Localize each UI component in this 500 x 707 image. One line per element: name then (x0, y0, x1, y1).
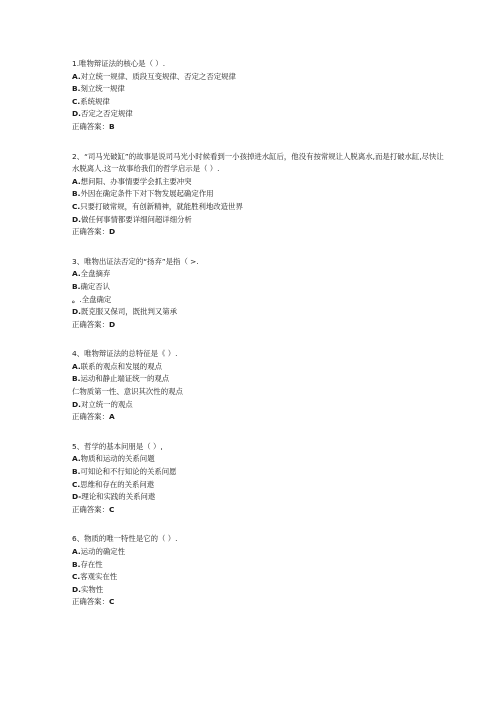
option-letter: A. (72, 454, 81, 464)
answer-value: C (108, 504, 115, 514)
option-text: 理论和实践的关系问遨 (81, 492, 156, 502)
option-d (72, 399, 444, 412)
answer-label: 正确答案： (72, 504, 109, 514)
option-b (72, 559, 444, 572)
option-text: 运动和静止端证统一的观点 (80, 374, 170, 384)
option-d (72, 491, 444, 504)
option-a (72, 176, 444, 189)
option-letter: D. (72, 214, 81, 224)
option-letter: B. (72, 281, 81, 291)
option-b (72, 281, 444, 294)
question-4 (72, 348, 444, 424)
option-letter: C. (72, 96, 81, 106)
option-text: 对立统一的观点 (80, 399, 133, 409)
answer-label: 正确答案： (72, 319, 109, 329)
answer-line (72, 121, 444, 134)
option-b (72, 83, 444, 96)
question-5 (72, 441, 444, 517)
option-letter: D. (72, 109, 81, 119)
option-text: 外因在确定条件下对下物发展起确定作用 (80, 189, 214, 199)
option-c (72, 386, 444, 399)
answer-line (72, 504, 444, 517)
question-stem: 3、唯物出证法否定的“扬弃”是指（ >. (72, 256, 199, 266)
option-text: 只要打破常规，有创新精神，就能胜利地改造世界 (80, 201, 243, 211)
option-letter: B. (72, 374, 81, 384)
option-text: 联系的观点和发展的观点 (80, 361, 162, 371)
option-text: 刻立统一规律 (80, 84, 125, 94)
option-text: 系统规律 (80, 96, 110, 106)
option-c (72, 479, 444, 492)
option-d (72, 214, 444, 227)
option-d (72, 584, 444, 597)
option-letter: C. (72, 479, 81, 489)
answer-value: A (108, 412, 115, 422)
question-3 (72, 256, 444, 332)
option-letter: B. (72, 559, 81, 569)
option-text: 想问阳、办事情要学会抓主要冲突 (80, 176, 192, 186)
option-text: 运动的确定性 (80, 547, 126, 556)
option-b (72, 188, 444, 201)
option-text: 物质和运动的关系问题 (80, 454, 155, 464)
option-letter: D. (72, 584, 81, 594)
option-a (72, 268, 444, 281)
question-6 (72, 533, 444, 609)
option-a (72, 546, 444, 559)
option-letter: B. (72, 467, 81, 477)
option-c (72, 96, 444, 109)
option-d (72, 108, 444, 121)
option-text: 仁物质第一性、意识其次性的观点 (72, 387, 183, 397)
question-2 (72, 151, 444, 239)
option-letter: A. (72, 71, 81, 81)
option-letter: C. (72, 572, 81, 582)
question-stem: 6、物质的唯一特性是它的（ ）. (72, 534, 178, 544)
question-stem: 2、“司马光破缸”的故事是说司马光小时候看到一小孩掉进水缸后，他没有按常规让人脱离水,而是打破水缸,尽快让水脱离人.这一故事给我们的哲学启示是（ ）. (72, 151, 444, 174)
answer-line (72, 596, 444, 609)
option-text: 确定否认 (80, 281, 111, 291)
option-text: 实物性 (80, 584, 104, 594)
option-letter: C. (72, 201, 81, 211)
option-text: 存在性 (80, 559, 103, 569)
answer-value: D (108, 319, 116, 329)
option-letter: A. (72, 269, 81, 279)
option-text: .全盘确定 (79, 294, 112, 304)
option-text: 对立统一规律、质段互变规律、否定之否定规律 (80, 71, 236, 81)
question-stem: 4、唯物辩证法的总特征是《 ）. (72, 349, 178, 359)
option-letter: B. (72, 84, 81, 94)
option-d (72, 306, 444, 319)
option-text: 否定之否定规律 (80, 109, 133, 119)
option-a (72, 71, 444, 84)
answer-label: 正确答案： (72, 597, 109, 607)
option-b (72, 373, 444, 386)
option-text: 可知论和不行知论的关系问愿 (80, 467, 177, 477)
option-letter: D. (72, 399, 81, 409)
option-letter: A. (72, 547, 81, 556)
option-letter: A. (72, 361, 81, 371)
option-c (72, 294, 444, 307)
option-letter: D- (72, 492, 82, 502)
option-text: 做任何事情都要详细问超详细分析 (80, 214, 192, 224)
answer-line (72, 319, 444, 332)
option-letter: 。 (72, 294, 80, 304)
answer-label: 正确答案： (72, 412, 109, 422)
option-text: 思维和存在的关系问遨 (80, 479, 155, 489)
option-b (72, 466, 444, 479)
answer-line (72, 226, 444, 239)
option-letter: B. (72, 189, 81, 199)
option-a (72, 453, 444, 466)
question-stem: 1.唯物辩证法的核心是（ ）. (72, 59, 166, 68)
option-text: 全盘摘弃 (80, 269, 111, 279)
answer-label: 正确答案： (72, 121, 109, 131)
option-text: 客观实在性 (80, 572, 118, 582)
option-a (72, 361, 444, 374)
option-c (72, 201, 444, 214)
answer-value: B (108, 121, 115, 131)
answer-value: C (108, 597, 115, 607)
answer-label: 正确答案： (72, 227, 109, 237)
answer-value: D (108, 227, 116, 237)
option-c (72, 571, 444, 584)
question-stem: 5、哲学的基本问朋是（ ）, (72, 441, 163, 451)
answer-line (72, 411, 444, 424)
option-text: 既克服又保司，既批判又第承 (80, 307, 178, 317)
document-page (72, 58, 444, 626)
option-letter: A. (72, 176, 81, 186)
question-1 (72, 58, 444, 134)
option-letter: D. (72, 307, 81, 317)
